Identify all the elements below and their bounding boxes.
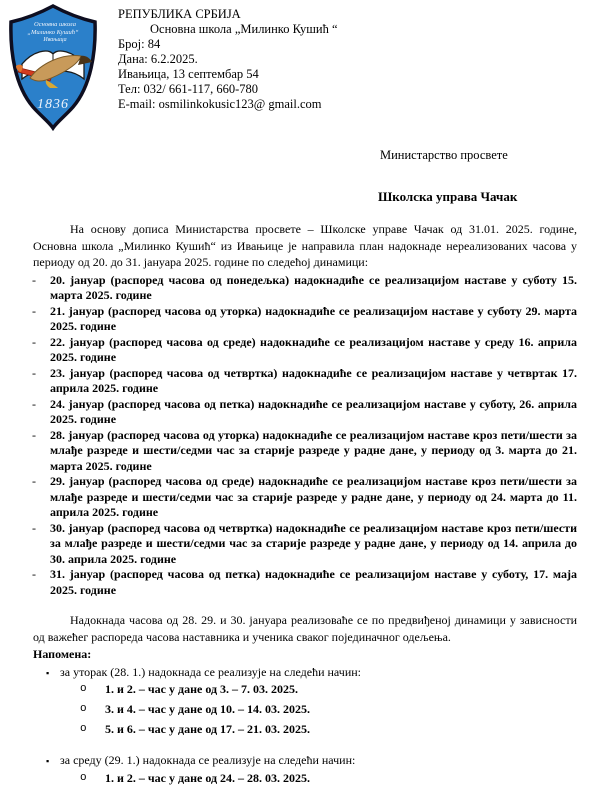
note-tuesday [33,664,577,738]
letterhead-email: E-mail: osmilinkokusic123@ gmail.com [118,97,322,111]
letterhead-phone: Тел: 032/ 661-117, 660-780 [118,82,259,96]
note-head-text: за уторак (28. 1.) надокнада се реализује на следећи начин: [60,664,361,679]
letterhead-address: Ивањица, 13 септембар 54 [118,67,259,81]
note-label: Напомена: [33,647,92,661]
crest-script-line-1: Основна школа [34,21,76,28]
intro-paragraph: На основу дописа Министарства просвете – Школске управе Чачак од 31.01. 2025. године, Основна школа „Милинко Кушић“ из Ивањице је направила план надокнаде нереализованих часова у периоду од 20. до 31. јануара 2025. године по следећој динамици: [33,222,577,269]
plan-item [33,273,577,304]
plan-item-text: 30. јануар (распоред часова од четвртка) надокнадиће се реализацијом наставе кроз пети/шести за млађе разреде и шести/седми час за старије разреде у радне дане, у периоду од 14. априла до 30. априла 2025. године [50,520,577,566]
crest-year: 1836 [37,97,69,112]
dash-bullet: - [32,567,36,581]
letterhead-number: Број: 84 [118,37,161,51]
circle-bullet: o [80,723,87,735]
plan-item-text: 22. јануар (распоред часова од среде) надокнадиће се реализацијом наставе у среду 16. априла 2025. године [50,334,577,364]
plan-item [33,366,577,397]
square-bullet: ▪ [46,667,50,678]
school-crest-logo [6,2,100,132]
circle-bullet: o [80,771,87,784]
makeup-plan-list [33,273,577,599]
plan-item-text: 24. јануар (распоред часова од петка) надокнадиће се реализацијом наставе у суботу, 26. априла 2025. године [50,396,577,426]
plan-item [33,474,577,521]
square-bullet: ▪ [46,756,50,766]
dash-bullet: - [32,365,36,380]
note-sub-item [33,722,577,737]
note-sub-list [33,771,577,786]
dash-bullet: - [32,520,36,535]
circle-bullet: o [80,703,87,715]
note-sub-item-text: 1. и 2. – час у дане од 3. – 7. 03. 2025. [105,682,299,696]
note-sub-item [33,702,577,717]
plan-item-text: 23. јануар (распоред часова од четвртка) надокнадиће се реализацијом наставе у четвртак 17. априла 2025. године [50,365,577,395]
closing-paragraph: Надокнада часова од 28. 29. и 30. јануара реализоваће се по предвиђеној динамици у зависности од важећег распореда часова наставника и ученика сваког појединачног одељења. [33,613,577,644]
addressee-school-admin: Школска управа Чачак [378,189,518,204]
note-head [33,664,577,682]
note-sub-list [33,682,577,737]
dash-bullet: - [32,272,36,287]
plan-item-text: 21. јануар (распоред часова од уторка) надокнадиће се реализацијом наставе у суботу 29. марта 2025. године [50,303,577,333]
note-sub-item-text: 3. и 4. – час у дане од 10. – 14. 03. 2025. [105,702,311,716]
plan-item-text: 28. јануар (распоред часова од уторка) надокнадиће се реализацијом наставе кроз пети/шести за млађе разреде и шести/седми час за старије разреде у радне дане, у периоду од 3. марта до 21. марта 2025. године [50,427,577,473]
note-sub-item [33,771,577,786]
note-sub-item-text: 1. и 2. – час у дане од 24. – 28. 03. 2025. [105,770,311,785]
circle-bullet: o [80,683,87,695]
addressee-ministry: Министарство просвете [380,148,508,162]
dash-bullet: - [32,427,36,442]
letter-body [33,221,577,791]
plan-item [33,521,577,568]
dash-bullet: - [32,474,36,488]
plan-item [33,335,577,366]
plan-item-text: 20. јануар (распоред часова од понедељка) надокнадиће се реализацијом наставе у суботу 15. марта 2025. године [50,272,577,302]
plan-item [33,428,577,475]
letterhead-republic: РЕПУБЛИКА СРБИЈА [118,7,241,21]
letterhead [118,7,338,112]
crest-script-line-3: Ивањица [43,37,67,43]
dash-bullet: - [32,396,36,411]
dash-bullet: - [32,334,36,349]
note-sub-item-text: 5. и 6. – час у дане од 17. – 21. 03. 2025. [105,722,311,736]
note-wednesday [33,752,577,786]
letterhead-date: Дана: 6.2.2025. [118,52,198,66]
plan-item-text: 31. јануар (распоред часова од петка) надокнадиће се реализацијом наставе у суботу, 17. маја 2025. године [50,567,577,597]
note-head [33,752,577,770]
crest-script-line-2: „Милинко Кушић“ [27,29,79,36]
letterhead-school-name: Основна школа „Милинко Кушић “ [150,22,338,36]
plan-item [33,397,577,428]
plan-item [33,567,577,598]
plan-item [33,304,577,335]
dash-bullet: - [32,303,36,318]
plan-item-text: 29. јануар (распоред часова од среде) надокнадиће се реализацијом наставе кроз пети/шести за млађе разреде и шести/седми час за старије разреде у радне дане, у периоду од 24. марта до 11. априла 2025. године [50,474,577,519]
note-head-text: за среду (29. 1.) надокнада се реализује на следећи начин: [60,753,356,767]
note-sub-item [33,682,577,697]
